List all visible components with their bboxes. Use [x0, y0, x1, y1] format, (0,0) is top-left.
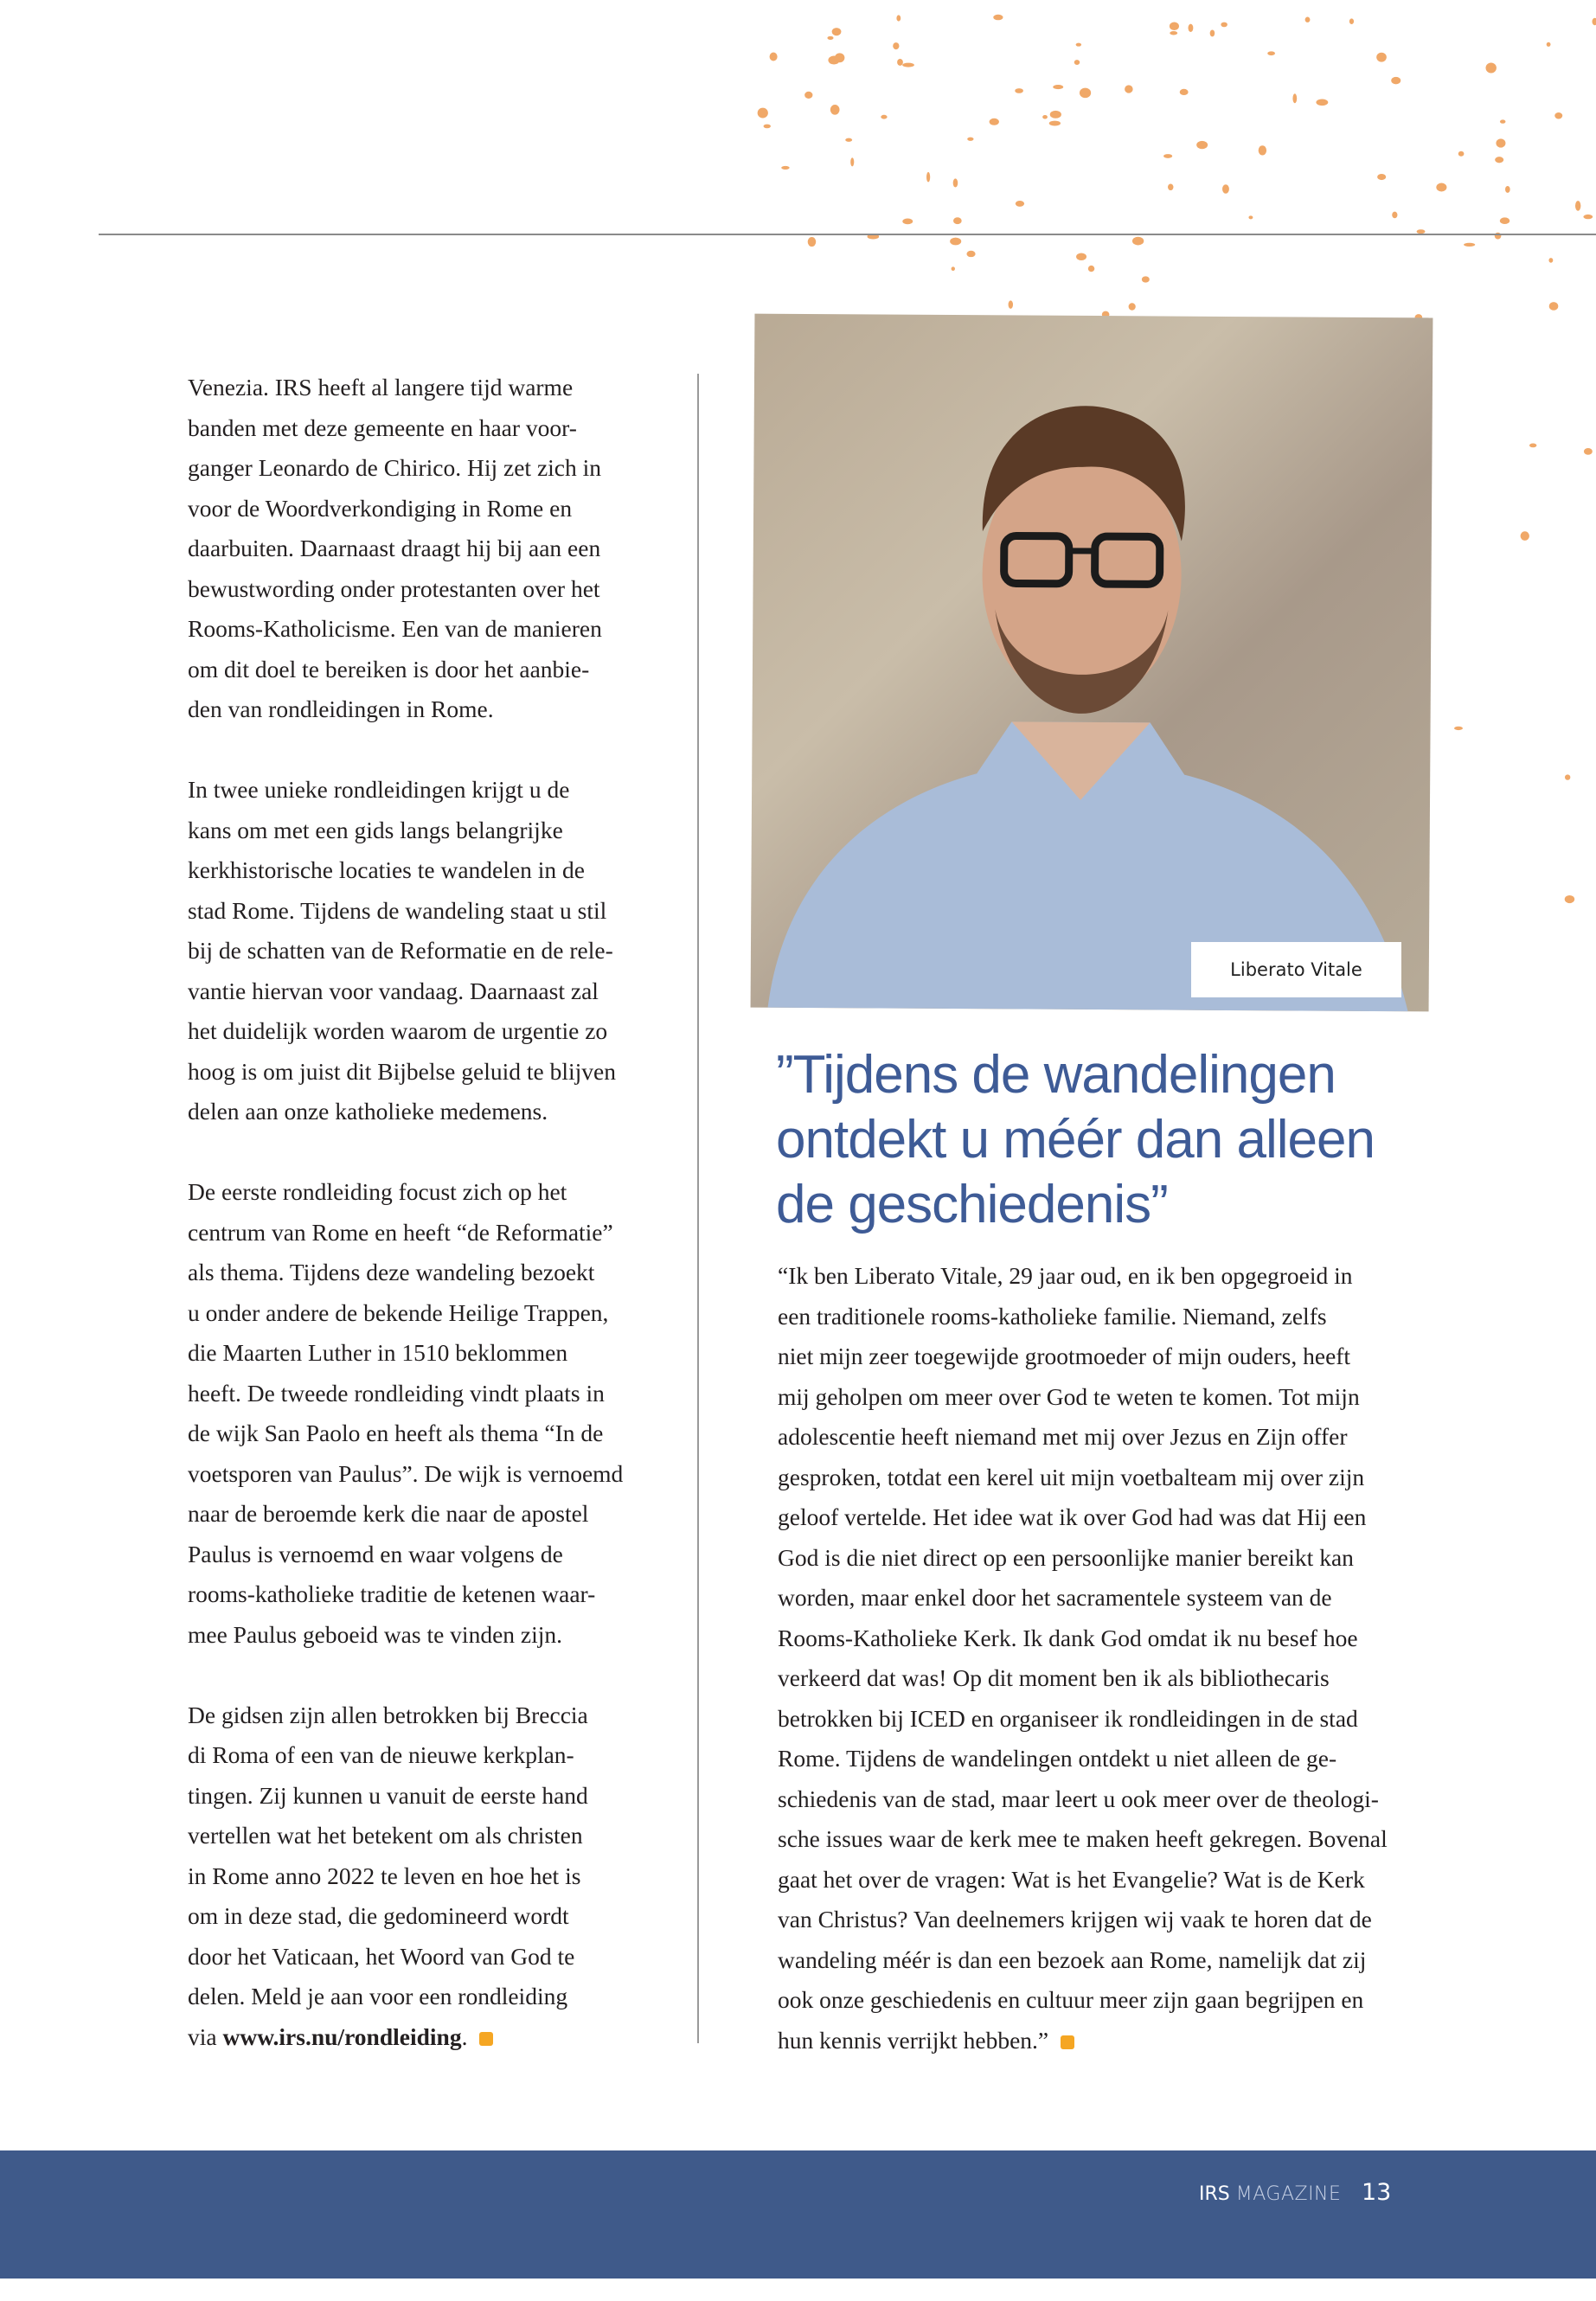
confetti-dot	[993, 15, 1003, 21]
confetti-dot	[1554, 112, 1562, 119]
paragraph-gap	[188, 1132, 623, 1173]
confetti-dot	[952, 266, 955, 271]
confetti-dot	[832, 28, 842, 35]
text-line: voor de Woordverkondiging in Rome en	[188, 494, 573, 522]
right-column-text	[778, 1256, 1388, 2061]
pull-quote-line: de geschiedenis”	[776, 1175, 1168, 1234]
confetti-dot	[926, 172, 930, 183]
text-line: den van rondleidingen in Rome.	[188, 695, 494, 722]
brand-bold: IRS	[1199, 2183, 1230, 2205]
text-line: De gidsen zijn allen betrokken bij Breccia	[188, 1701, 588, 1728]
confetti-dot	[1500, 217, 1509, 224]
confetti-dot	[770, 52, 778, 61]
text-line: Rooms-Katholieke Kerk. Ik dank God omdat ik nu besef hoe	[778, 1624, 1358, 1651]
text-line: de wijk San Paolo en heeft als thema “In de	[188, 1420, 604, 1446]
text-line: als thema. Tijdens deze wandeling bezoekt	[188, 1259, 595, 1285]
text-line: Venezia. IRS heeft al langere tijd warme	[188, 374, 574, 401]
text-fragment: via	[188, 2022, 223, 2050]
portrait-photo	[751, 314, 1433, 1012]
confetti-dot	[1592, 18, 1596, 26]
confetti-dot	[1349, 18, 1354, 24]
text-line: rooms-katholieke traditie de ketenen waar-	[188, 1580, 596, 1607]
confetti-dot	[953, 217, 962, 224]
text-line: bij de schatten van de Reformatie en de rele-	[188, 937, 613, 964]
text-line: vantie hiervan voor vandaag. Daarnaast zal	[188, 977, 599, 1004]
confetti-dot	[1170, 31, 1177, 35]
confetti-dot	[1163, 154, 1172, 158]
confetti-dot	[1392, 212, 1397, 219]
confetti-dot	[1486, 63, 1497, 74]
confetti-dot	[781, 166, 789, 170]
confetti-dot	[1529, 444, 1536, 448]
confetti-dot	[990, 119, 999, 125]
text-line: gesproken, totdat een kerel uit mijn voetbalteam mij over zijn	[778, 1463, 1365, 1490]
end-mark-icon	[1061, 2035, 1074, 2049]
text-line: stad Rome. Tijdens de wandeling staat u stil	[188, 896, 607, 924]
confetti-dot	[764, 125, 771, 129]
portrait-illustration	[751, 314, 1433, 1012]
text-line: Rome. Tijdens de wandelingen ontdekt u niet alleen de ge-	[778, 1745, 1337, 1772]
text-line: tingen. Zij kunnen u vanuit de eerste hand	[188, 1781, 588, 1809]
confetti-dot	[808, 237, 817, 247]
confetti-dot	[1170, 22, 1179, 31]
column-divider	[697, 374, 699, 2043]
confetti-dot	[1125, 85, 1133, 93]
text-line: mij geholpen om meer over God te weten te komen. Tot mijn	[778, 1382, 1360, 1410]
text-line: om dit doel te bereiken is door het aanbie-	[188, 655, 590, 683]
confetti-dot	[1547, 42, 1551, 47]
confetti-dot	[1221, 22, 1227, 28]
brand-light: MAGAZINE	[1235, 2183, 1342, 2205]
confetti-dot	[1458, 151, 1465, 157]
pull-quote-heading	[776, 1042, 1375, 1237]
text-line: naar de beroemde kerk die naar de apostel	[188, 1500, 589, 1527]
confetti-dot	[1050, 111, 1061, 119]
text-fragment: .	[461, 2022, 468, 2050]
confetti-dot	[1464, 243, 1475, 247]
text-line: God is die niet direct op een persoonlijke manier bereikt kan	[778, 1543, 1354, 1571]
text-line: sche issues waar de kerk mee te maken heeft gekregen. Bovenal	[778, 1825, 1388, 1852]
confetti-dot	[1565, 895, 1574, 903]
confetti-dot	[1042, 115, 1048, 119]
text-line: niet mijn zeer toegewijde grootmoeder of mijn ouders, heeft	[778, 1343, 1351, 1369]
text-line: worden, maar enkel door het sacramentele systeem van de	[778, 1584, 1332, 1611]
end-mark-icon	[479, 2032, 493, 2046]
confetti-dot	[1267, 51, 1275, 55]
confetti-dot	[1222, 184, 1229, 194]
page-number: 13	[1362, 2179, 1392, 2206]
confetti-dot	[1132, 237, 1144, 246]
text-line: ook onze geschiedenis en cultuur meer zijn gaan begrijpen en	[778, 1986, 1364, 2013]
text-line: mee Paulus geboeid was te vinden zijn.	[188, 1620, 563, 1648]
text-line: daarbuiten. Daarnaast draagt hij bij aan een	[188, 535, 601, 561]
confetti-dot	[1248, 215, 1253, 219]
confetti-dot	[881, 115, 887, 119]
confetti-dot	[1454, 727, 1463, 730]
magazine-brand	[1199, 2183, 1341, 2205]
text-line: di Roma of een van de nieuwe kerkplan-	[188, 1741, 574, 1768]
text-line: schiedenis van de stad, maar leert u ook meer over de theologi-	[778, 1785, 1379, 1812]
text-line: delen aan onze katholieke medemens.	[188, 1098, 548, 1125]
text-line: banden met deze gemeente en haar voor-	[188, 413, 577, 441]
text-line: centrum van Rome en heeft “de Reformatie”	[188, 1218, 613, 1246]
pull-quote-line: ontdekt u méér dan alleen	[776, 1110, 1375, 1170]
confetti-dot	[1549, 302, 1559, 311]
confetti-dot	[1142, 276, 1150, 282]
confetti-dot	[1521, 531, 1529, 541]
confetti-dot	[1015, 88, 1023, 93]
horizontal-rule	[99, 234, 1596, 235]
text-line: Paulus is vernoemd en waar volgens de	[188, 1540, 563, 1567]
confetti-dot	[827, 36, 833, 40]
confetti-dot	[967, 138, 973, 141]
confetti-dot	[1495, 157, 1503, 163]
text-line: delen. Meld je aan voor een rondleiding	[188, 1983, 568, 2009]
confetti-dot	[1076, 43, 1081, 47]
confetti-dot	[1575, 201, 1580, 211]
confetti-dot	[896, 15, 901, 21]
confetti-dot	[893, 42, 899, 49]
confetti-dot	[1180, 89, 1189, 95]
confetti-dot	[850, 157, 854, 166]
confetti-dot	[1500, 119, 1505, 123]
text-line: door het Vaticaan, het Woord van God te	[188, 1942, 575, 1970]
confetti-dot	[845, 138, 852, 142]
confetti-dot	[1196, 141, 1208, 149]
text-line	[778, 2021, 1388, 2061]
text-line	[188, 2017, 623, 2058]
confetti-dot	[804, 92, 812, 99]
text-line: In twee unieke rondleidingen krijgt u de	[188, 776, 570, 803]
text-line: gaat het over de vragen: Wat is het Evangelie? Wat is de Kerk	[778, 1865, 1365, 1893]
text-fragment: hun kennis verrijkt hebben.”	[778, 2026, 1049, 2054]
text-line: u onder andere de bekende Heilige Trappen,	[188, 1298, 609, 1326]
text-line: kerkhistorische locaties te wandelen in de	[188, 856, 585, 883]
confetti-dot	[1391, 77, 1401, 84]
text-line: ganger Leonardo de Chirico. Hij zet zich in	[188, 454, 602, 481]
text-line: voetsporen van Paulus”. De wijk is vernoemd	[188, 1459, 624, 1487]
confetti-dot	[1053, 85, 1063, 89]
confetti-dot	[1210, 29, 1215, 36]
text-line: geloof vertelde. Het idee wat ik over God had was dat Hij een	[778, 1503, 1367, 1530]
text-line: adolescentie heeft niemand met mij over Jezus en Zijn offer	[778, 1423, 1348, 1450]
confetti-dot	[1168, 184, 1173, 191]
confetti-dot	[1049, 121, 1061, 126]
confetti-dot	[1436, 183, 1446, 192]
text-line: betrokken bij ICED en organiseer ik rondleidingen in de stad	[778, 1704, 1358, 1732]
confetti-dot	[1189, 24, 1194, 32]
confetti-dot	[1259, 145, 1266, 155]
confetti-dot	[902, 219, 913, 225]
confetti-dot	[1016, 201, 1024, 207]
confetti-dot	[1376, 53, 1387, 62]
text-line: om in deze stad, die gedomineerd wordt	[188, 1902, 569, 1929]
pull-quote-line: ”Tijdens de wandelingen	[776, 1045, 1336, 1105]
confetti-dot	[953, 178, 958, 187]
text-line: in Rome anno 2022 te leven en hoe het is	[188, 1862, 581, 1889]
confetti-dot	[966, 251, 975, 257]
confetti-dot	[758, 108, 768, 119]
text-line: hoog is om juist dit Bijbelse geluid te blijven	[188, 1057, 616, 1085]
confetti-dot	[1305, 17, 1311, 22]
text-line: bewustwording onder protestanten over het	[188, 574, 600, 602]
text-line: van Christus? Van deelnemers krijgen wij vaak te horen dat de	[778, 1906, 1372, 1932]
text-line: Rooms-Katholicisme. Een van de manieren	[188, 615, 602, 642]
text-line: een traditionele rooms-katholieke familie. Niemand, zelfs	[778, 1302, 1327, 1330]
photo-caption: Liberato Vitale	[1191, 942, 1401, 997]
page-footer	[0, 2150, 1596, 2279]
text-line: verkeerd dat was! Op dit moment ben ik als bibliothecaris	[778, 1664, 1330, 1691]
paragraph-gap	[188, 1655, 623, 1695]
confetti-dot	[1583, 215, 1593, 219]
confetti-dot	[1316, 99, 1328, 106]
confetti-dot	[1505, 186, 1510, 193]
confetti-dot	[1088, 266, 1094, 272]
confetti-dot	[1009, 300, 1013, 308]
confetti-dot	[950, 238, 961, 246]
text-line: het duidelijk worden waarom de urgentie zo	[188, 1017, 608, 1044]
confetti-dot	[1076, 253, 1086, 260]
confetti-dot	[1129, 303, 1136, 310]
confetti-dot	[1080, 88, 1091, 99]
confetti-dot	[897, 59, 903, 66]
confetti-dot	[1548, 258, 1553, 263]
confetti-dot	[1377, 174, 1386, 180]
confetti-dot	[1292, 93, 1297, 103]
confetti-dot	[1074, 60, 1080, 65]
text-line: “Ik ben Liberato Vitale, 29 jaar oud, en ik ben opgegroeid in	[778, 1262, 1353, 1289]
confetti-dot	[1565, 774, 1570, 779]
text-line: vertellen wat het betekent om als christen	[188, 1822, 583, 1849]
text-line: wandeling méér is dan een bezoek aan Rome, namelijk dat zij	[778, 1945, 1367, 1973]
text-line: die Maarten Luther in 1510 beklommen	[188, 1339, 568, 1366]
left-column-text	[188, 368, 623, 2057]
registration-link[interactable]: www.irs.nu/rondleiding	[222, 2022, 462, 2050]
paragraph-gap	[188, 730, 623, 771]
confetti-dot	[902, 63, 914, 67]
confetti-dot	[830, 105, 840, 115]
text-line: De eerste rondleiding focust zich op het	[188, 1178, 567, 1205]
text-line: kans om met een gids langs belangrijke	[188, 816, 563, 843]
confetti-dot	[1496, 138, 1505, 147]
confetti-dot	[1584, 448, 1593, 455]
text-line: heeft. De tweede rondleiding vindt plaats in	[188, 1379, 605, 1407]
confetti-dot	[835, 53, 844, 62]
